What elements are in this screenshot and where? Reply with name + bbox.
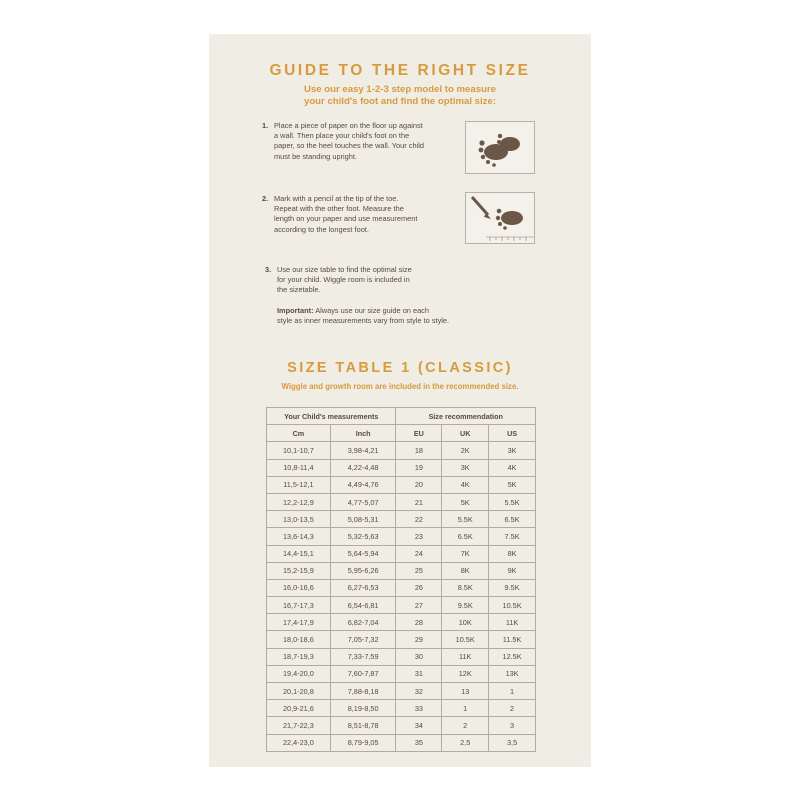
cell-inch: 5,08-5,31 xyxy=(330,511,396,528)
cell-inch: 7,60-7,87 xyxy=(330,665,396,682)
guide-subtitle-line1: Use our easy 1-2-3 step model to measure xyxy=(304,84,496,95)
cell-eu: 35 xyxy=(396,734,442,751)
cell-cm: 12,2-12,9 xyxy=(267,493,331,510)
cell-uk: 3K xyxy=(442,459,489,476)
cell-inch: 6,54-6,81 xyxy=(330,597,396,614)
cell-uk: 4K xyxy=(442,476,489,493)
table-row xyxy=(267,579,536,596)
cell-cm: 19,4-20,0 xyxy=(267,665,331,682)
cell-eu: 34 xyxy=(396,717,442,734)
cell-cm: 13,6-14,3 xyxy=(267,528,331,545)
step-3-line: Use our size table to find the optimal size xyxy=(277,265,412,274)
step-1-number: 1. xyxy=(262,121,269,130)
cell-eu: 27 xyxy=(396,597,442,614)
cell-us: 9K xyxy=(489,562,536,579)
cell-eu: 18 xyxy=(396,442,442,459)
size-table-subtitle: Wiggle and growth room are included in the recommended size. xyxy=(281,382,519,391)
cell-us: 11.5K xyxy=(489,631,536,648)
cell-cm: 16,7-17,3 xyxy=(267,597,331,614)
table-row xyxy=(267,631,536,648)
cell-eu: 30 xyxy=(396,648,442,665)
cell-eu: 24 xyxy=(396,545,442,562)
cell-uk: 8.5K xyxy=(442,579,489,596)
table-row xyxy=(267,614,536,631)
group-header-recommendation: Size recommendation xyxy=(396,408,536,425)
cell-inch: 7,33-7,59 xyxy=(330,648,396,665)
cell-inch: 6,27-6,53 xyxy=(330,579,396,596)
cell-inch: 4,49-4,76 xyxy=(330,476,396,493)
cell-eu: 28 xyxy=(396,614,442,631)
cell-eu: 23 xyxy=(396,528,442,545)
cell-uk: 11K xyxy=(442,648,489,665)
step-3-line: for your child. Wiggle room is included in xyxy=(277,275,410,285)
size-table-title: SIZE TABLE 1 (CLASSIC) xyxy=(287,360,513,376)
table-row xyxy=(267,734,536,751)
cell-cm: 20,1-20,8 xyxy=(267,683,331,700)
cell-inch: 5,32-5,63 xyxy=(330,528,396,545)
cell-us: 5K xyxy=(489,476,536,493)
important-text-line2: style as inner measurements vary from style to style. xyxy=(277,315,450,325)
cell-cm: 21,7-22,3 xyxy=(267,717,331,734)
cell-cm: 18,0-18,6 xyxy=(267,631,331,648)
footprints-icon xyxy=(465,121,535,174)
table-row xyxy=(267,683,536,700)
cell-uk: 1 xyxy=(442,700,489,717)
cell-eu: 22 xyxy=(396,511,442,528)
cell-inch: 4,77-5,07 xyxy=(330,493,396,510)
cell-eu: 26 xyxy=(396,579,442,596)
cell-uk: 10K xyxy=(442,614,489,631)
table-row xyxy=(267,648,536,665)
cell-cm: 10,8-11,4 xyxy=(267,459,331,476)
step-2-line: Mark with a pencil at the tip of the toe. xyxy=(274,194,399,203)
step-2-line: Repeat with the other foot. Measure the xyxy=(274,204,404,214)
size-table-body xyxy=(267,442,536,751)
cell-us: 3K xyxy=(489,442,536,459)
cell-us: 2 xyxy=(489,700,536,717)
step-2-line: length on your paper and use measurement xyxy=(274,214,418,224)
guide-title: GUIDE TO THE RIGHT SIZE xyxy=(269,62,531,79)
cell-inch: 7,88-8,18 xyxy=(330,683,396,700)
cell-us: 6.5K xyxy=(489,511,536,528)
step-2-line: according to the longest foot. xyxy=(274,224,369,234)
cell-cm: 20,9-21,6 xyxy=(267,700,331,717)
cell-eu: 33 xyxy=(396,700,442,717)
cell-inch: 6,82-7,04 xyxy=(330,614,396,631)
cell-us: 5.5K xyxy=(489,493,536,510)
cell-us: 8K xyxy=(489,545,536,562)
cell-cm: 17,4-17,9 xyxy=(267,614,331,631)
step-2-number: 2. xyxy=(262,194,269,203)
cell-inch: 5,95-6,26 xyxy=(330,562,396,579)
cell-uk: 5K xyxy=(442,493,489,510)
table-row xyxy=(267,459,536,476)
cell-cm: 14,4-15,1 xyxy=(267,545,331,562)
cell-cm: 15,2-15,9 xyxy=(267,562,331,579)
step-3-number: 3. xyxy=(265,265,272,274)
important-note xyxy=(277,306,449,316)
cell-uk: 13 xyxy=(442,683,489,700)
cell-eu: 21 xyxy=(396,493,442,510)
cell-uk: 2 xyxy=(442,717,489,734)
cell-us: 10.5K xyxy=(489,597,536,614)
cell-inch: 3,98-4,21 xyxy=(330,442,396,459)
step-1-line: Place a piece of paper on the floor up against xyxy=(274,121,423,130)
step-3-line: the sizetable. xyxy=(277,285,321,295)
cell-cm: 13,0-13,5 xyxy=(267,511,331,528)
cell-eu: 32 xyxy=(396,683,442,700)
table-row xyxy=(267,562,536,579)
cell-uk: 6.5K xyxy=(442,528,489,545)
cell-uk: 7K xyxy=(442,545,489,562)
cell-inch: 8,79-9,05 xyxy=(330,734,396,751)
cell-us: 3 xyxy=(489,717,536,734)
size-guide-card xyxy=(209,34,591,767)
cell-uk: 12K xyxy=(442,665,489,682)
cell-inch: 7,05-7,32 xyxy=(330,631,396,648)
cell-cm: 22,4-23,0 xyxy=(267,734,331,751)
cell-uk: 5.5K xyxy=(442,511,489,528)
cell-us: 9.5K xyxy=(489,579,536,596)
table-row xyxy=(267,442,536,459)
cell-inch: 8,51-8,78 xyxy=(330,717,396,734)
table-row xyxy=(267,717,536,734)
cell-eu: 29 xyxy=(396,631,442,648)
cell-us: 12.5K xyxy=(489,648,536,665)
table-row xyxy=(267,476,536,493)
cell-cm: 10,1-10,7 xyxy=(267,442,331,459)
table-row xyxy=(267,528,536,545)
cell-us: 1 xyxy=(489,683,536,700)
cell-inch: 5,64-5,94 xyxy=(330,545,396,562)
cell-eu: 19 xyxy=(396,459,442,476)
cell-us: 11K xyxy=(489,614,536,631)
table-row xyxy=(267,545,536,562)
cell-eu: 25 xyxy=(396,562,442,579)
cell-eu: 31 xyxy=(396,665,442,682)
table-row xyxy=(267,511,536,528)
pencil-footprint-icon xyxy=(465,192,535,244)
group-header-measurements: Your Child's measurements xyxy=(267,408,396,425)
column-header-uk: UK xyxy=(442,425,489,442)
cell-inch: 4,22-4,48 xyxy=(330,459,396,476)
cell-cm: 11,5-12,1 xyxy=(267,476,331,493)
column-header-cm: Cm xyxy=(267,425,331,442)
size-table xyxy=(266,407,536,752)
table-row xyxy=(267,493,536,510)
guide-subtitle-line2: your child's foot and find the optimal size: xyxy=(303,96,497,107)
cell-cm: 16,0-16,6 xyxy=(267,579,331,596)
cell-uk: 8K xyxy=(442,562,489,579)
table-row xyxy=(267,665,536,682)
cell-us: 7.5K xyxy=(489,528,536,545)
column-header-inch: Inch xyxy=(330,425,396,442)
cell-uk: 2,5 xyxy=(442,734,489,751)
cell-us: 13K xyxy=(489,665,536,682)
cell-us: 3,5 xyxy=(489,734,536,751)
step-1-line: paper, so the heel touches the wall. Your child xyxy=(274,141,424,151)
cell-uk: 2K xyxy=(442,442,489,459)
cell-us: 4K xyxy=(489,459,536,476)
step-1-line: a wall. Then place your child's foot on the xyxy=(274,131,410,141)
cell-inch: 8,19-8,50 xyxy=(330,700,396,717)
important-text: Always use our size guide on each xyxy=(313,305,429,315)
column-header-eu: EU xyxy=(396,425,442,442)
cell-cm: 18,7-19,3 xyxy=(267,648,331,665)
cell-uk: 10.5K xyxy=(442,631,489,648)
column-header-us: US xyxy=(489,425,536,442)
table-row xyxy=(267,700,536,717)
important-label: Important: xyxy=(277,305,314,315)
step-1-line: must be standing upright. xyxy=(274,151,357,161)
cell-uk: 9.5K xyxy=(442,597,489,614)
cell-eu: 20 xyxy=(396,476,442,493)
table-row xyxy=(267,597,536,614)
